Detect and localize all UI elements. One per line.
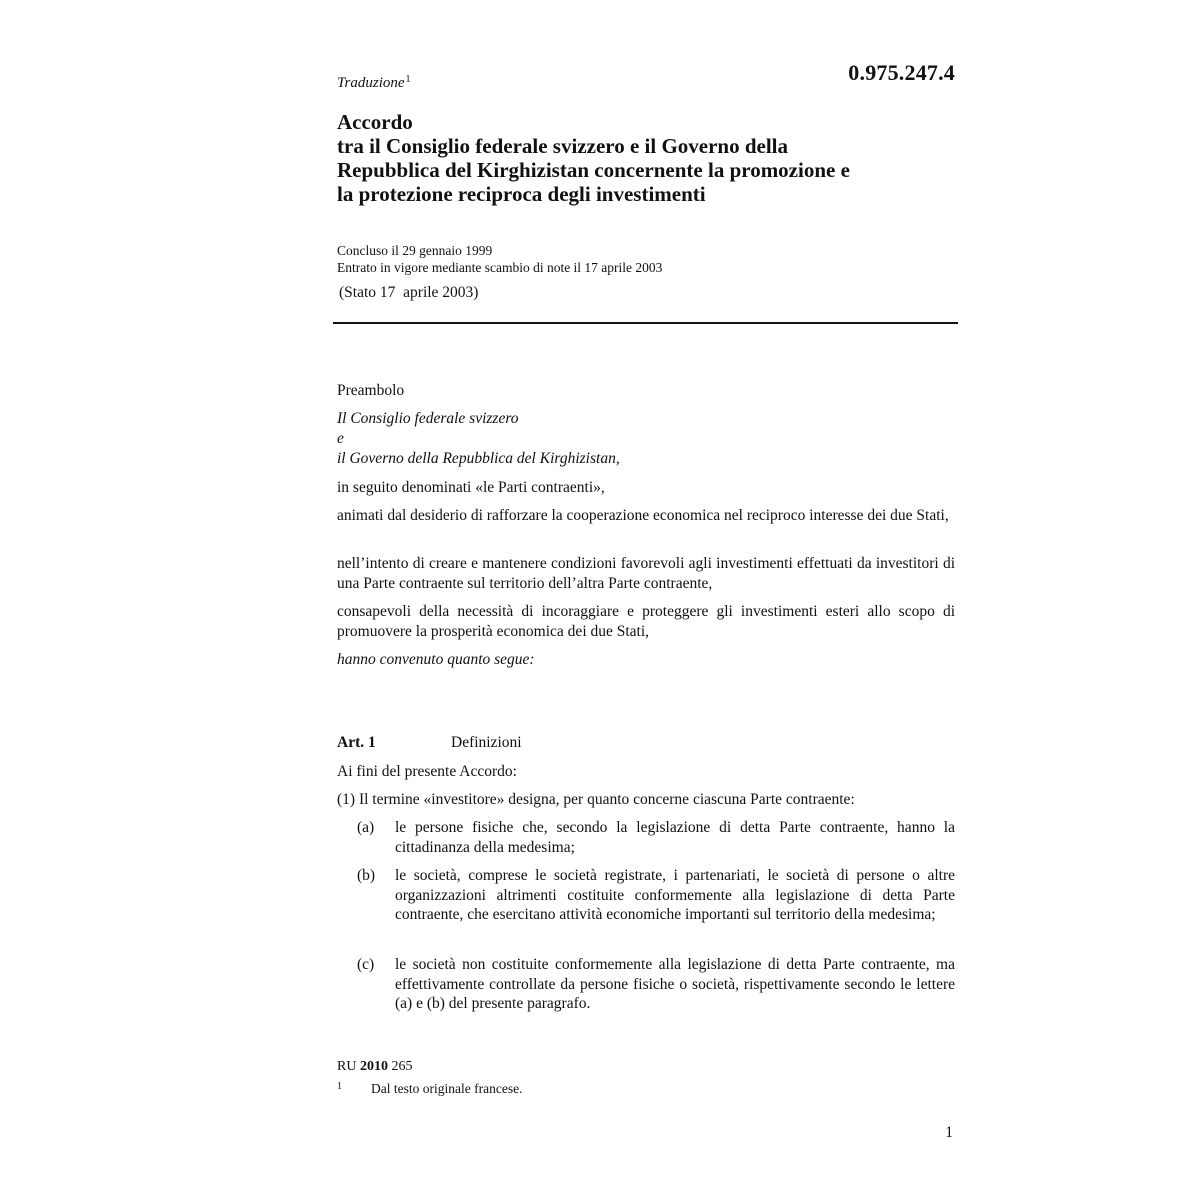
list-item: [357, 818, 955, 857]
list-item-label: (c): [357, 956, 375, 973]
title-line: Accordo: [337, 110, 413, 134]
preamble-party-2: il Governo della Repubblica del Kirghizistan,: [337, 450, 620, 467]
translation-text: Traduzione: [337, 75, 405, 91]
header-divider: [333, 322, 958, 324]
list-item-text: le società non costituite conformemente alla legislazione di detta Parte contraente, ma effettivamente controllate da persone fisiche o società, rispettivamente secondo le lettere (a) e (b) del presente paragrafo.: [395, 956, 955, 1012]
preamble-paragraph: in seguito denominati «le Parti contraenti»,: [337, 479, 605, 496]
page-number: 1: [945, 1124, 953, 1141]
title-line: la protezione reciproca degli investimenti: [337, 182, 706, 206]
article-intro: Ai fini del presente Accordo:: [337, 763, 517, 780]
article-paragraph: (1) Il termine «investitore» designa, per quanto concerne ciascuna Parte contraente:: [337, 791, 855, 808]
in-force-date: Entrato in vigore mediante scambio di note il 17 aprile 2003: [337, 260, 663, 275]
list-item-label: (a): [357, 819, 375, 836]
translation-label: [337, 74, 411, 92]
status-date: (Stato 17 aprile 2003): [339, 284, 479, 301]
title-line: tra il Consiglio federale svizzero e il Governo della: [337, 134, 789, 158]
list-item-text: le società, comprese le società registrate, i partenariati, le società di persone o altre organizzazioni altrimenti costituite conformemente alla legislazione di detta Parte contraente, che esercitano attività economiche importanti sul territorio della medesima;: [395, 867, 955, 923]
footnote-text: Dal testo originale francese.: [371, 1081, 523, 1096]
document-page: [337, 0, 955, 1200]
sr-number: 0.975.247.4: [848, 60, 955, 85]
preamble-conjunction: e: [337, 430, 344, 447]
ru-year: 2010: [359, 1059, 388, 1074]
list-item: [357, 866, 955, 925]
preamble-closing: hanno convenuto quanto segue:: [337, 651, 535, 668]
article-heading: [337, 733, 522, 753]
footnote-ref: 1: [405, 74, 411, 85]
concluded-date: Concluso il 29 gennaio 1999: [337, 243, 493, 258]
ru-page: 265: [391, 1059, 413, 1074]
preamble-paragraph: nell’intento di creare e mantenere condizioni favorevoli agli investimenti effettuati da investitori di una Parte contraente sul territorio dell’altra Parte contraente,: [337, 555, 955, 592]
article-title: Definizioni: [451, 734, 522, 751]
title-line: Repubblica del Kirghizistan concernente la promozione e: [337, 158, 850, 182]
preamble-paragraph: animati dal desiderio di rafforzare la cooperazione economica nel reciproco interesse dei due Stati,: [337, 507, 949, 524]
footnote-mark: 1: [337, 1081, 342, 1092]
preamble-party-1: Il Consiglio federale svizzero: [337, 410, 519, 427]
document-meta: [337, 242, 662, 276]
list-item-text: le persone fisiche che, secondo la legislazione di detta Parte contraente, hanno la cittadinanza della medesima;: [395, 819, 955, 856]
list-item: [357, 955, 955, 1014]
ru-prefix: RU: [337, 1059, 357, 1074]
preamble-paragraph: consapevoli della necessità di incoraggiare e proteggere gli investimenti esteri allo scopo di promuovere la prosperità economica dei due Stati,: [337, 603, 955, 640]
preamble-heading: Preambolo: [337, 382, 405, 399]
official-collection-reference: [337, 1059, 412, 1075]
list-item-label: (b): [357, 867, 376, 884]
document-title: [337, 110, 955, 206]
footnote: [337, 1081, 522, 1097]
article-number: Art. 1: [337, 734, 376, 751]
